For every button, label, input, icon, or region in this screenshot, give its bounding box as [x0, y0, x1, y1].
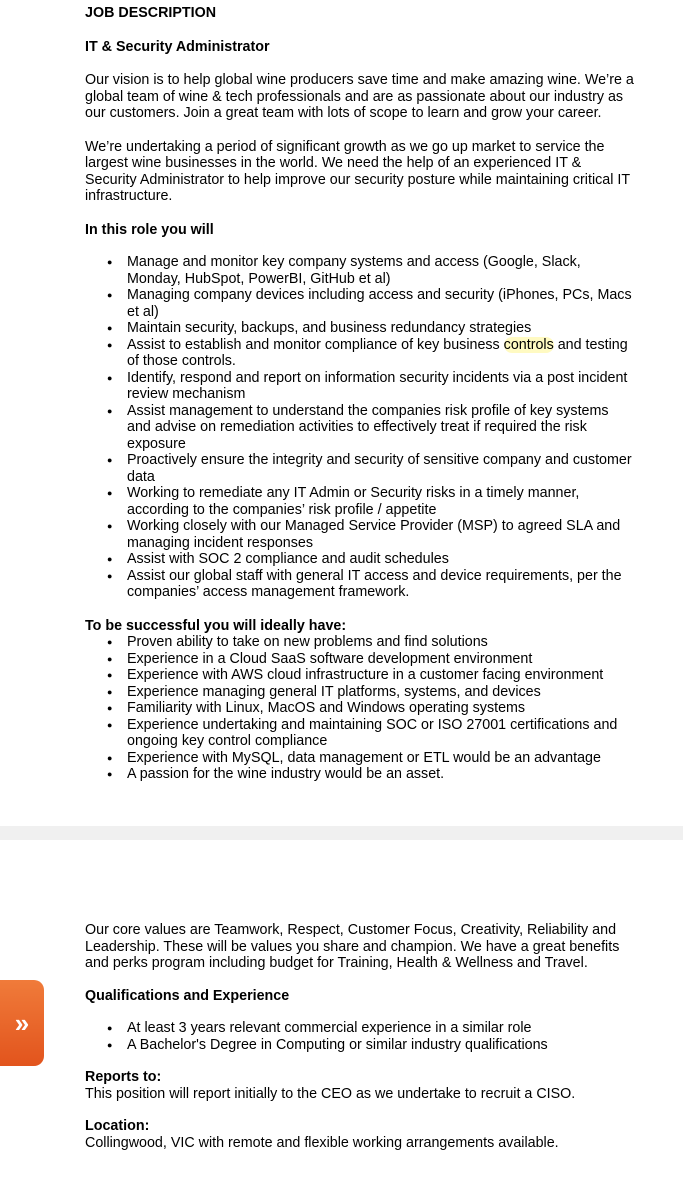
success-item-3: ● Experience with AWS cloud infrastructure in a customer facing environment: [85, 667, 635, 684]
role-item-1: ● Manage and monitor key company systems and access (Google, Slack, Monday, HubSpot, PowerBI, GitHub et al): [85, 254, 635, 287]
qualifications-list: [85, 1020, 635, 1053]
success-item-5: ● Familiarity with Linux, MacOS and Windows operating systems: [85, 700, 635, 717]
page-1-content: [85, 5, 635, 783]
page-2-content: [85, 922, 635, 1151]
success-item-4: ● Experience managing general IT platforms, systems, and devices: [85, 684, 635, 701]
role-item-6: ● Assist management to understand the companies risk profile of key systems and advise on remediation activities to effectively treat if required the risk exposure: [85, 403, 635, 453]
highlight-mark: controls: [503, 336, 554, 353]
success-item-1: ● Proven ability to take on new problems and find solutions: [85, 634, 635, 651]
qualification-item-2: ● A Bachelor's Degree in Computing or similar industry qualifications: [85, 1037, 635, 1054]
intro-paragraph-2: We’re undertaking a period of significant growth as we go up market to service the largest wine businesses in the world. We need the help of an experienced IT & Security Administrator to help improve our security posture while maintaining critical IT infrastructure.: [85, 138, 630, 204]
success-item-2: ● Experience in a Cloud SaaS software development environment: [85, 651, 635, 668]
role-list: [85, 254, 635, 601]
side-expand-tab[interactable]: [0, 980, 44, 1066]
page-divider: [0, 826, 683, 840]
success-item-6: ● Experience undertaking and maintaining SOC or ISO 27001 certifications and ongoing key control compliance: [85, 717, 635, 750]
success-heading: To be successful you will ideally have:: [85, 617, 347, 634]
role-item-2: ● Managing company devices including access and security (iPhones, PCs, Macs et al): [85, 287, 635, 320]
core-values-paragraph: Our core values are Teamwork, Respect, Customer Focus, Creativity, Reliability and Leadership. These will be values you share and champion. We have a great benefits and perks program including budget for Training, Health & Wellness and Travel.: [85, 922, 620, 971]
role-item-4: ● Assist to establish and monitor compliance of key business controls and testing of those controls.: [85, 337, 635, 370]
qualifications-heading: Qualifications and Experience: [85, 987, 290, 1004]
role-item-3: ● Maintain security, backups, and business redundancy strategies: [85, 320, 635, 337]
location-heading: Location:: [85, 1118, 150, 1134]
role-item-8: ● Working to remediate any IT Admin or Security risks in a timely manner, according to the companies’ risk profile / appetite: [85, 485, 635, 518]
role-item-7: ● Proactively ensure the integrity and security of sensitive company and customer data: [85, 452, 635, 485]
doc-title: JOB DESCRIPTION: [85, 5, 217, 21]
intro-paragraph-1: Our vision is to help global wine producers save time and make amazing wine. We’re a global team of wine & tech professionals and are as passionate about our industry as our customers. Join a great team with lots of scope to learn and grow your career.: [85, 72, 634, 121]
reports-text: This position will report initially to the CEO as we undertake to recruit a CISO.: [85, 1085, 576, 1102]
reports-heading: Reports to:: [85, 1069, 162, 1085]
role-item-11: ● Assist our global staff with general IT access and device requirements, per the companies’ access management framework.: [85, 568, 635, 601]
qualification-item-1: ● At least 3 years relevant commercial experience in a similar role: [85, 1020, 635, 1037]
role-item-9: ● Working closely with our Managed Service Provider (MSP) to agreed SLA and managing incident responses: [85, 518, 635, 551]
success-item-7: ● Experience with MySQL, data management or ETL would be an advantage: [85, 750, 635, 767]
document-page-2: [0, 840, 683, 1200]
location-text: Collingwood, VIC with remote and flexible working arrangements available.: [85, 1134, 559, 1151]
role-item-10: ● Assist with SOC 2 compliance and audit schedules: [85, 551, 635, 568]
job-title: IT & Security Administrator: [85, 38, 270, 55]
role-item-5: ● Identify, respond and report on information security incidents via a post incident review mechanism: [85, 370, 635, 403]
double-chevron-right-icon: »: [14, 1007, 30, 1038]
success-item-8: ● A passion for the wine industry would be an asset.: [85, 766, 635, 783]
role-heading: In this role you will: [85, 221, 214, 238]
success-list: [85, 634, 635, 783]
